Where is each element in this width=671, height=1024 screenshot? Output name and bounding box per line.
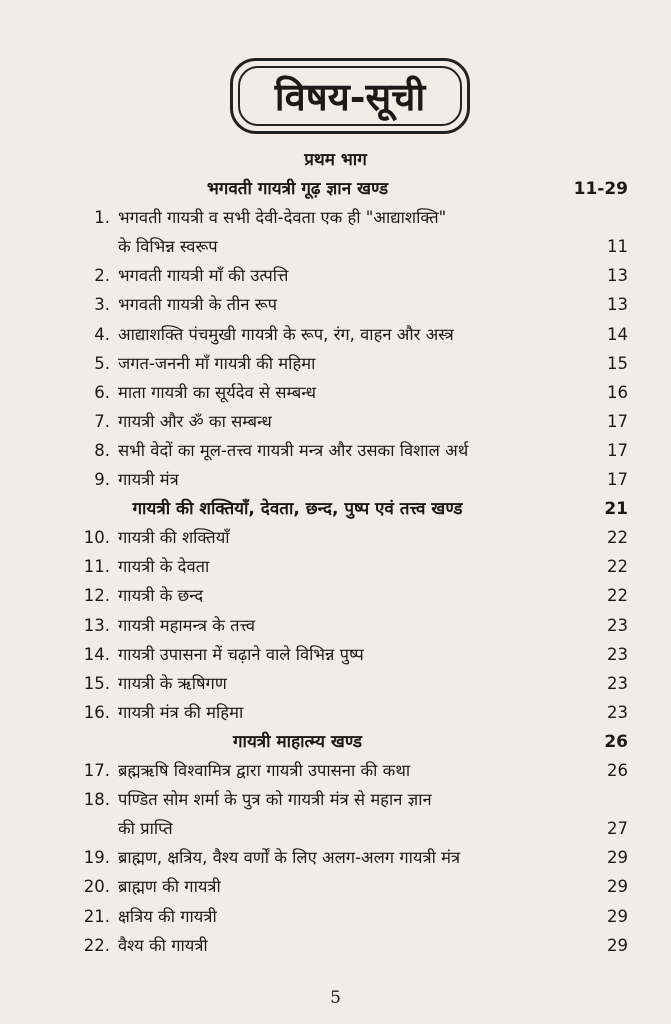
toc-page-number: 17 bbox=[607, 470, 628, 489]
toc-item-number: 10. bbox=[83, 528, 110, 548]
toc-item-number: 21. bbox=[83, 906, 110, 926]
toc-row bbox=[0, 699, 671, 727]
toc-row bbox=[0, 379, 671, 407]
toc-row bbox=[0, 641, 671, 669]
toc-item-title: गायत्री की शक्तियाँ bbox=[118, 528, 230, 548]
toc-page-number: 13 bbox=[607, 266, 628, 286]
page-number: 5 bbox=[330, 988, 341, 1008]
toc-page-number: 15 bbox=[607, 353, 628, 373]
toc-item-title: आद्याशक्ति पंचमुखी गायत्री के रूप, रंग, वाहन और अस्त्र bbox=[118, 324, 454, 344]
toc-section-title: भगवती गायत्री गूढ़ ज्ञान खण्ड bbox=[206, 179, 389, 199]
toc-page-number: 27 bbox=[607, 819, 628, 839]
toc-item-number: 12. bbox=[83, 586, 110, 606]
toc-page-number: 17 bbox=[607, 411, 628, 431]
toc-page-number: 23 bbox=[607, 644, 628, 664]
toc-item-number: 14. bbox=[83, 644, 110, 664]
toc-row bbox=[0, 553, 671, 581]
toc-item-number: 9. bbox=[94, 470, 110, 489]
toc-item-title: की प्राप्ति bbox=[118, 819, 173, 839]
toc-page-number: 29 bbox=[607, 877, 628, 897]
toc-page-number: 22 bbox=[607, 586, 628, 606]
toc-page-number: 29 bbox=[607, 848, 628, 868]
toc-item-title: माता गायत्री का सूर्यदेव से सम्बन्ध bbox=[118, 382, 316, 402]
toc-item-title: भगवती गायत्री माँ की उत्पत्ति bbox=[118, 266, 289, 286]
toc-item-number: 22. bbox=[83, 935, 110, 955]
toc-page-number: 23 bbox=[607, 673, 628, 693]
toc-page-number: 11 bbox=[607, 237, 628, 257]
toc-item-title: ब्रह्मऋषि विश्वामित्र द्वारा गायत्री उपासना की कथा bbox=[118, 761, 411, 780]
toc-page-number: 17 bbox=[607, 440, 628, 460]
toc-item-number: 17. bbox=[83, 761, 110, 780]
toc-page-number: 11-29 bbox=[573, 179, 628, 199]
toc-item-title: ब्राह्मण की गायत्री bbox=[118, 877, 221, 897]
toc-item-number: 6. bbox=[94, 382, 110, 402]
toc-item-title: भगवती गायत्री व सभी देवी-देवता एक ही "आद्याशक्ति" bbox=[118, 208, 447, 228]
toc-section-title: गायत्री माहात्म्य खण्ड bbox=[232, 731, 363, 752]
toc-item-number: 15. bbox=[83, 673, 110, 693]
toc-row bbox=[0, 932, 671, 960]
toc-item-number: 18. bbox=[83, 790, 110, 810]
toc-item-title: क्षत्रिय की गायत्री bbox=[118, 906, 217, 926]
toc-section-row bbox=[0, 175, 671, 203]
toc-row bbox=[0, 757, 671, 785]
toc-section-row bbox=[0, 728, 671, 756]
toc-row bbox=[0, 233, 671, 261]
toc-item-number: 5. bbox=[94, 353, 110, 373]
toc-page-number: 22 bbox=[607, 557, 628, 577]
toc-item-number: 13. bbox=[83, 615, 110, 635]
toc-row bbox=[0, 466, 671, 494]
toc-row bbox=[0, 204, 671, 232]
toc-section-title: गायत्री की शक्तियाँ, देवता, छन्द, पुष्प एवं तत्त्व खण्ड bbox=[132, 499, 463, 520]
toc-item-number: 16. bbox=[83, 702, 110, 722]
toc-item-number: 4. bbox=[94, 324, 110, 344]
toc-item-title: गायत्री उपासना में चढ़ाने वाले विभिन्न पुष्प bbox=[118, 644, 364, 664]
toc-section-row bbox=[0, 495, 671, 523]
toc-page-number: 26 bbox=[607, 761, 628, 780]
toc-item-title: वैश्य की गायत्री bbox=[118, 935, 208, 955]
title-frame bbox=[230, 58, 470, 134]
toc-row bbox=[0, 670, 671, 698]
toc-row bbox=[0, 350, 671, 378]
toc-item-title: गायत्री मंत्र की महिमा bbox=[118, 702, 244, 722]
toc-item-number: 11. bbox=[83, 557, 110, 577]
toc-item-title: गायत्री महामन्त्र के तत्त्व bbox=[118, 615, 256, 635]
part-heading: प्रथम भाग bbox=[304, 150, 367, 170]
page-title: विषय-सूची bbox=[238, 66, 462, 126]
toc-item-title: गायत्री और ॐ का सम्बन्ध bbox=[118, 411, 272, 431]
toc-page-number: 29 bbox=[607, 906, 628, 926]
toc-item-title: के विभिन्न स्वरूप bbox=[118, 237, 218, 257]
toc-row bbox=[0, 291, 671, 319]
toc-item-title: भगवती गायत्री के तीन रूप bbox=[118, 295, 277, 315]
toc-item-number: 1. bbox=[94, 208, 110, 228]
toc-page-number: 16 bbox=[607, 382, 628, 402]
toc-row bbox=[0, 437, 671, 465]
toc-row bbox=[0, 321, 671, 349]
toc-row bbox=[0, 873, 671, 901]
toc-page-number: 26 bbox=[604, 731, 628, 752]
toc-page-number: 21 bbox=[604, 499, 628, 520]
toc-row bbox=[0, 815, 671, 843]
toc-page-number: 29 bbox=[607, 935, 628, 955]
toc-row bbox=[0, 903, 671, 931]
toc-page-number: 23 bbox=[607, 702, 628, 722]
toc-row bbox=[0, 612, 671, 640]
toc-item-title: गायत्री के छन्द bbox=[118, 586, 204, 606]
toc-item-title: पण्डित सोम शर्मा के पुत्र को गायत्री मंत्र से महान ज्ञान bbox=[118, 790, 432, 810]
toc-page-number: 22 bbox=[607, 528, 628, 548]
toc-item-number: 3. bbox=[94, 295, 110, 315]
toc-item-number: 2. bbox=[94, 266, 110, 286]
toc-page-number: 23 bbox=[607, 615, 628, 635]
toc-item-title: सभी वेदों का मूल-तत्त्व गायत्री मन्त्र और उसका विशाल अर्थ bbox=[118, 440, 469, 460]
toc-item-title: ब्राह्मण, क्षत्रिय, वैश्य वर्णों के लिए अलग-अलग गायत्री मंत्र bbox=[118, 848, 461, 868]
toc-item-title: गायत्री के ऋषिगण bbox=[118, 673, 227, 693]
toc-row bbox=[0, 844, 671, 872]
toc-item-title: गायत्री के देवता bbox=[118, 557, 210, 577]
toc-item-number: 20. bbox=[83, 877, 110, 897]
toc-item-number: 8. bbox=[94, 440, 110, 460]
toc-item-number: 19. bbox=[83, 848, 110, 868]
toc-row bbox=[0, 582, 671, 610]
toc-page-number: 14 bbox=[607, 324, 628, 344]
toc-row bbox=[0, 408, 671, 436]
toc-page-number: 13 bbox=[607, 295, 628, 315]
toc-row bbox=[0, 524, 671, 552]
toc-row bbox=[0, 786, 671, 814]
toc-row bbox=[0, 262, 671, 290]
toc-item-number: 7. bbox=[94, 411, 110, 431]
toc-item-title: जगत-जननी माँ गायत्री की महिमा bbox=[118, 353, 316, 373]
toc-item-title: गायत्री मंत्र bbox=[118, 470, 179, 489]
